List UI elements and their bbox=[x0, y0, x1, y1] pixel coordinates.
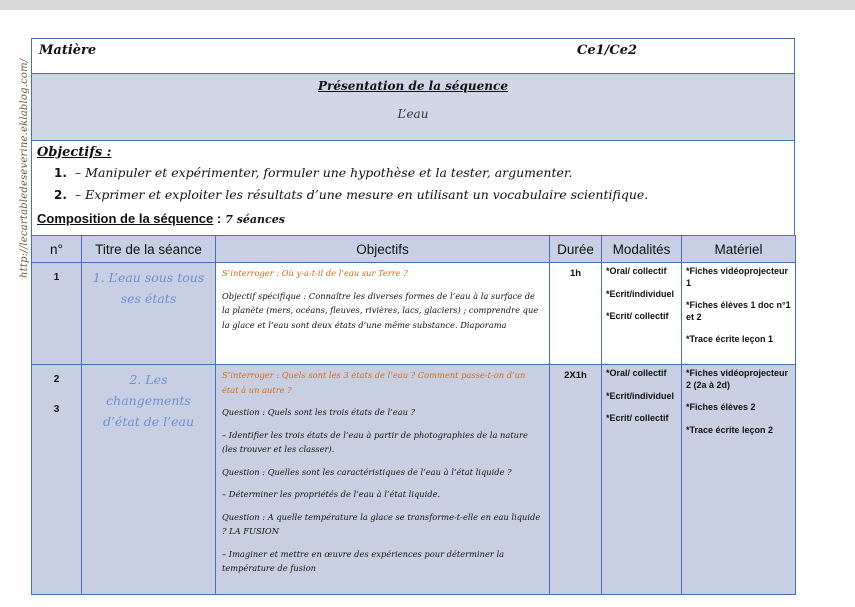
table-header-row bbox=[32, 236, 796, 263]
presentation-section bbox=[31, 73, 795, 141]
col-header-objectives: Objectifs bbox=[216, 236, 550, 263]
top-border bbox=[0, 0, 855, 10]
session-modalities: *Oral/ collectif *Ecrit/individuel *Ecrit/ collectif bbox=[602, 365, 682, 595]
objective-item: 1. – Manipuler et expérimenter, formuler une hypothèse et la tester, argumenter. bbox=[54, 165, 573, 180]
subject-label: Matière bbox=[39, 43, 97, 58]
composition-line: Composition de la séquence : 7 séances bbox=[37, 211, 285, 226]
session-duration: 1h bbox=[550, 263, 602, 365]
col-header-duration: Durée bbox=[550, 236, 602, 263]
objectives-title: Objectifs : bbox=[37, 145, 112, 160]
session-count: 7 séances bbox=[225, 213, 285, 226]
session-objectives: S’interroger : Où y-a-t-il de l’eau sur Terre ? Objectif spécifique : Connaître les diverses formes de l’eau à la surface de la planète (mers, océans, fleuves, rivières, lacs, glaciers) ; comprendre que la glace et l’eau sont deux états d’une même substance. Diaporama bbox=[216, 263, 550, 365]
objective-item: 2. – Exprimer et exploiter les résultats d’une mesure en utilisant un vocabulaire scientifique. bbox=[54, 187, 649, 202]
col-header-number: n° bbox=[32, 236, 82, 263]
sequence-theme: L’eau bbox=[397, 107, 429, 121]
objectives-section bbox=[31, 140, 795, 236]
session-number: 1 bbox=[32, 263, 82, 365]
session-duration: 2X1h bbox=[550, 365, 602, 595]
session-objectives: S’interroger : Quels sont les 3 états de l’eau ? Comment passe-t-on d’un état à un autre ? Question : Quels sont les trois états de l’eau ? – Identifier les trois états de l’eau à partir de photographies de la nature (les trouver et les classer). Question : Quelles sont les caractéristiques de l’eau à l’état liquide ? – Déterminer les propriétés de l’eau à l’état liquide. Question : A quelle température la glace se transforme-t-elle en eau liquide ? LA FUSION – Imaginer et mettre en œuvre des expériences pour déterminer la température de fusion bbox=[216, 365, 550, 595]
level-label: Ce1/Ce2 bbox=[577, 43, 638, 58]
col-header-title: Titre de la séance bbox=[82, 236, 216, 263]
sessions-table bbox=[31, 235, 796, 595]
session-number: 2 3 bbox=[32, 365, 82, 595]
col-header-materials: Matériel bbox=[682, 236, 796, 263]
side-watermark-url: http://lecartabledeseverine.eklablog.com/ bbox=[19, 58, 30, 278]
presentation-title: Présentation de la séquence bbox=[318, 79, 508, 93]
session-title: 1. L’eau sous tous ses états bbox=[82, 263, 216, 365]
header-row bbox=[31, 38, 795, 74]
session-materials: *Fiches vidéoprojecteur 1 *Fiches élèves 1 doc n°1 et 2 *Trace écrite leçon 1 bbox=[682, 263, 796, 365]
session-materials: *Fiches vidéoprojecteur 2 (2a à 2d) *Fiches élèves 2 *Trace écrite leçon 2 bbox=[682, 365, 796, 595]
col-header-modalities: Modalités bbox=[602, 236, 682, 263]
session-modalities: *Oral/ collectif *Ecrit/individuel *Ecrit/ collectif bbox=[602, 263, 682, 365]
table-row bbox=[32, 263, 796, 365]
session-title: 2. Les changements d’état de l’eau bbox=[82, 365, 216, 595]
table-row bbox=[32, 365, 796, 595]
